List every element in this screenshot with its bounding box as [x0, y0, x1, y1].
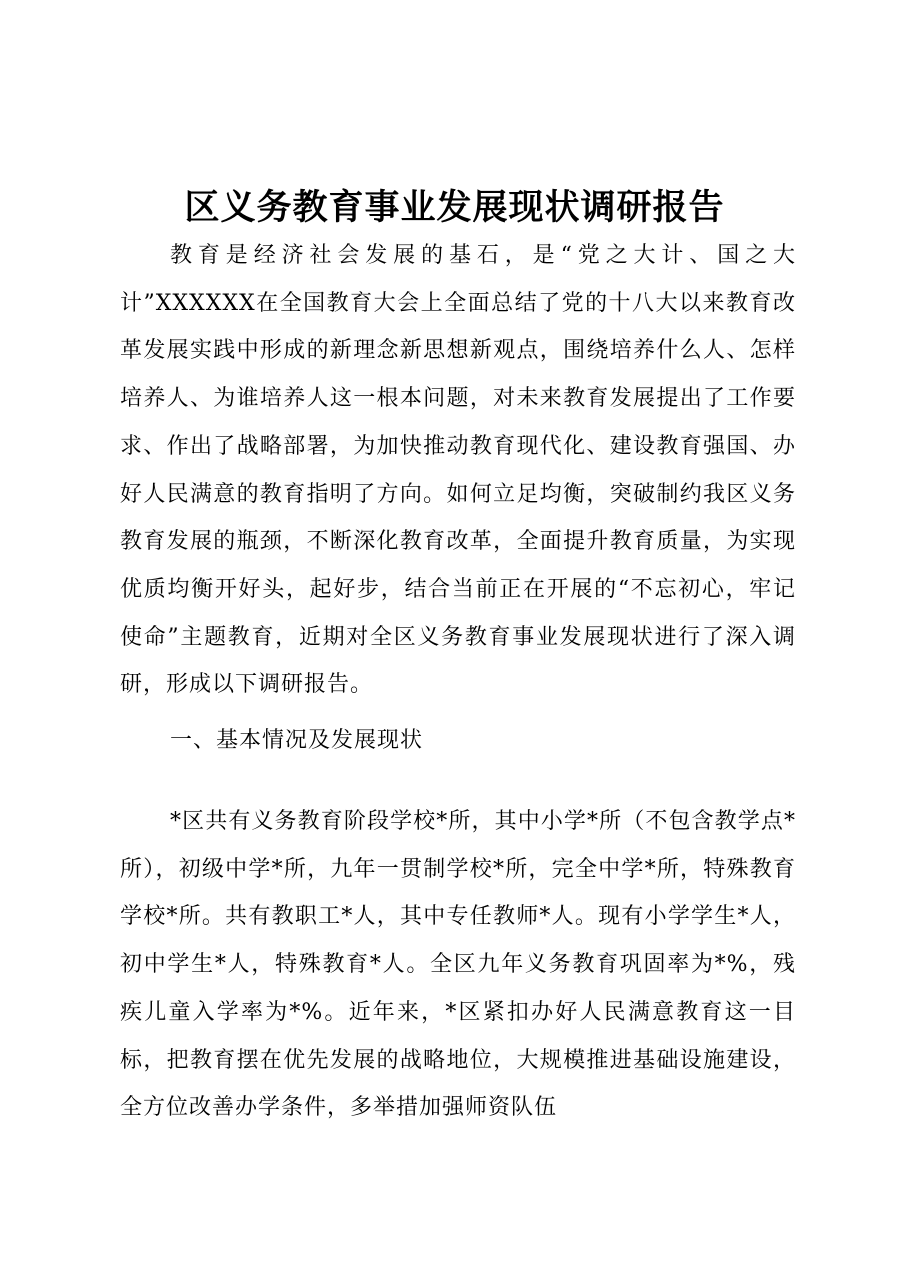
section-heading: 一、基本情况及发展现状	[170, 728, 424, 753]
section-paragraph: *区共有义务教育阶段学校*所，其中小学*所（不包含教学点*所），初级中学*所，九年一贯制学校*所，完全中学*所，特殊教育学校*所。共有教职工*人，其中专任教师*人。现有小学学生*人，初中学生*人，特殊教育*人。全区九年义务教育巩固率为*%，残疾儿童入学率为*%。近年来，*区紧扣办好人民满意教育这一目标，把教育摆在优先发展的战略地位，大规模推进基础设施建设，全方位改善办学条件，多举措加强师资队伍	[120, 809, 797, 1121]
intro-paragraph: 教育是经济社会发展的基石，是“党之大计、国之大计”XXXXXX在全国教育大会上全面总结了党的十八大以来教育改革发展实践中形成的新理念新思想新观点，围绕培养什么人、怎样培养人、为谁培养人这一根本问题，对未来教育发展提出了工作要求、作出了战略部署，为加快推动教育现代化、建设教育强国、办好人民满意的教育指明了方向。如何立足均衡，突破制约我区义务教育发展的瓶颈，不断深化教育改革，全面提升教育质量，为实现优质均衡开好头，起好步，结合当前正在开展的“不忘初心，牢记使命”主题教育，近期对全区义务教育事业发展现状进行了深入调研，形成以下调研报告。	[120, 243, 796, 698]
document-title: 区义务教育事业发展现状调研报告	[184, 187, 725, 228]
